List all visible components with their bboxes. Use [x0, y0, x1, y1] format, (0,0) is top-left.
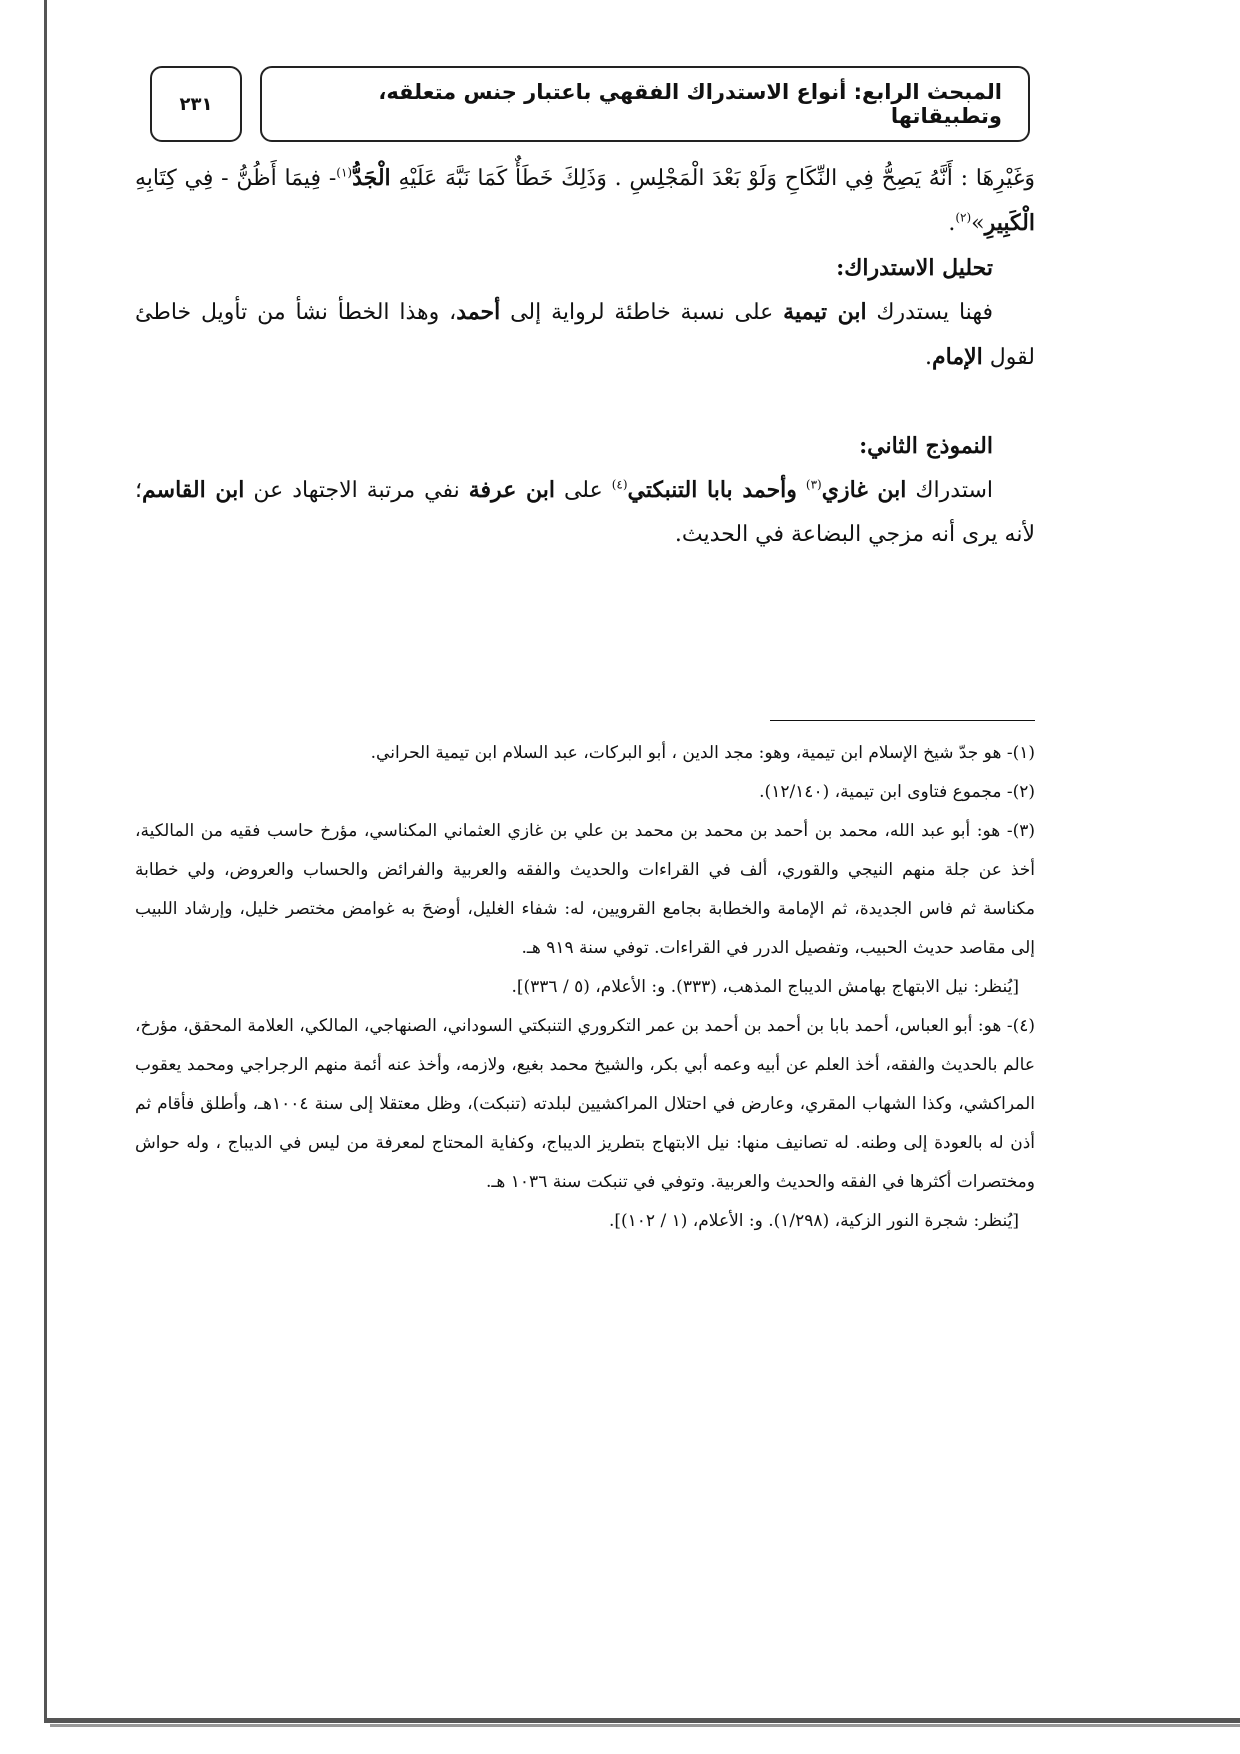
footnotes	[135, 734, 1035, 1241]
page-frame-shadow	[50, 1724, 1240, 1727]
footnote-ref-3: (٣)	[805, 477, 822, 492]
footnote-ref-4: (٤)	[611, 477, 628, 492]
model-heading: النموذج الثاني:	[859, 433, 993, 459]
footnote-4: (٤)- هو: أبو العباس، أحمد بابا بن أحمد بن أحمد بن عمر التكروري التنبكتي السوداني، الصنهاجي، المالكي، العلامة المحقق، مؤرخ، عالم بالحديث والفقه، أخذ العلم عن أبيه وعمه أبي بكر، والشيخ محمد بغيع، ولازمه، وأخذ عنه أئمة منهم الرجراجي ومحمد يعقوب المراكشي، وكذا الشهاب المقري، وعارض في احتلال المراكشيين لبلدته (تنبكت)، وظل معتقلا إلى سنة ١٠٠٤هـ، وأطلق فأقام ثم أذن له بالعودة إلى وطنه. له تصانيف منها: نيل الابتهاج بتطريز الديباج، وكفاية المحتاج لمعرفة من ليس في الديباج ، وله حواش ومختصرات أكثرها في الفقه والحديث والعربية. وتوفي في تنبكت سنة ١٠٣٦ هـ.	[135, 1016, 1035, 1192]
running-header-title: المبحث الرابع: أنواع الاستدراك الفقهي باعتبار جنس متعلقه، وتطبيقاتها	[378, 80, 1002, 128]
main-text	[135, 156, 1035, 557]
footnote-4-reference: [يُنظر: شجرة النور الزكية، (١/٢٩٨). و: الأعلام، (١ / ١٠٢)].	[608, 1211, 1019, 1231]
footnote-ref-1: (١)	[336, 165, 353, 180]
footnote-1: (١)- هو جدّ شيخ الإسلام ابن تيمية، وهو: مجد الدين ، أبو البركات، عبد السلام ابن تيمية الحراني.	[370, 743, 1035, 763]
running-header	[260, 66, 1030, 142]
section-gap	[135, 380, 1035, 424]
page-number: ٢٣١	[179, 93, 213, 115]
page-number-box	[150, 66, 242, 142]
page-frame-bottom	[44, 1718, 1240, 1723]
footnote-separator	[770, 720, 1035, 721]
footnote-2: (٢)- مجموع فتاوى ابن تيمية، (١٢/١٤٠).	[759, 782, 1035, 802]
page-frame-left	[44, 0, 47, 1722]
footnote-3-reference: [يُنظر: نيل الابتهاج بهامش الديباج المذهب، (٣٣٣). و: الأعلام، (٥ / ٣٣٦)].	[511, 977, 1019, 997]
footnote-3: (٣)- هو: أبو عبد الله، محمد بن أحمد بن محمد بن محمد بن علي بن غازي العثماني المكناسي، مؤرخ حاسب فقيه من المالكية، أخذ عن جلة منهم النيجي والقوري، ألف في القراءات والحديث والفقه والعربية والفرائض والحساب والعروض، ولي خطابة مكناسة ثم فاس الجديدة، ثم الإمامة والخطابة بجامع القرويين، له: شفاء الغليل، أوضحَ به غوامض مختصر خليل، وإرشاد اللبيب إلى مقاصد حديث الحبيب، وتفصيل الدرر في القراءات. توفي سنة ٩١٩ هـ.	[135, 821, 1035, 958]
analysis-heading: تحليل الاستدراك:	[836, 255, 993, 281]
quote-paragraph: وَغَيْرِهَا : أَنَّهُ يَصِحُّ فِي النِّكَاحِ وَلَوْ بَعْدَ الْمَجْلِسِ . وَذَلِكَ خَطَأٌ كَمَا نَبَّهَ عَلَيْهِ الْجَدُّ$^{(١)}$- فِيمَا أَظُنُّ - فِي كِتَابِهِ الْكَبِيرِ»$^{(٢)}$.	[135, 165, 1035, 236]
footnote-ref-2: (٢)	[955, 210, 972, 225]
model-paragraph: استدراك ابن غازي$^{(٣)}$ وأحمد بابا التنبكتي$^{(٤)}$ على ابن عرفة نفي مرتبة الاجتهاد عن ابن القاسم؛ لأنه يرى أنه مزجي البضاعة في الحديث.	[135, 477, 1035, 547]
analysis-paragraph: فهنا يستدرك ابن تيمية على نسبة خاطئة لرواية إلى أحمد، وهذا الخطأ نشأ من تأويل خاطئ لقول الإمام.	[135, 299, 1035, 370]
